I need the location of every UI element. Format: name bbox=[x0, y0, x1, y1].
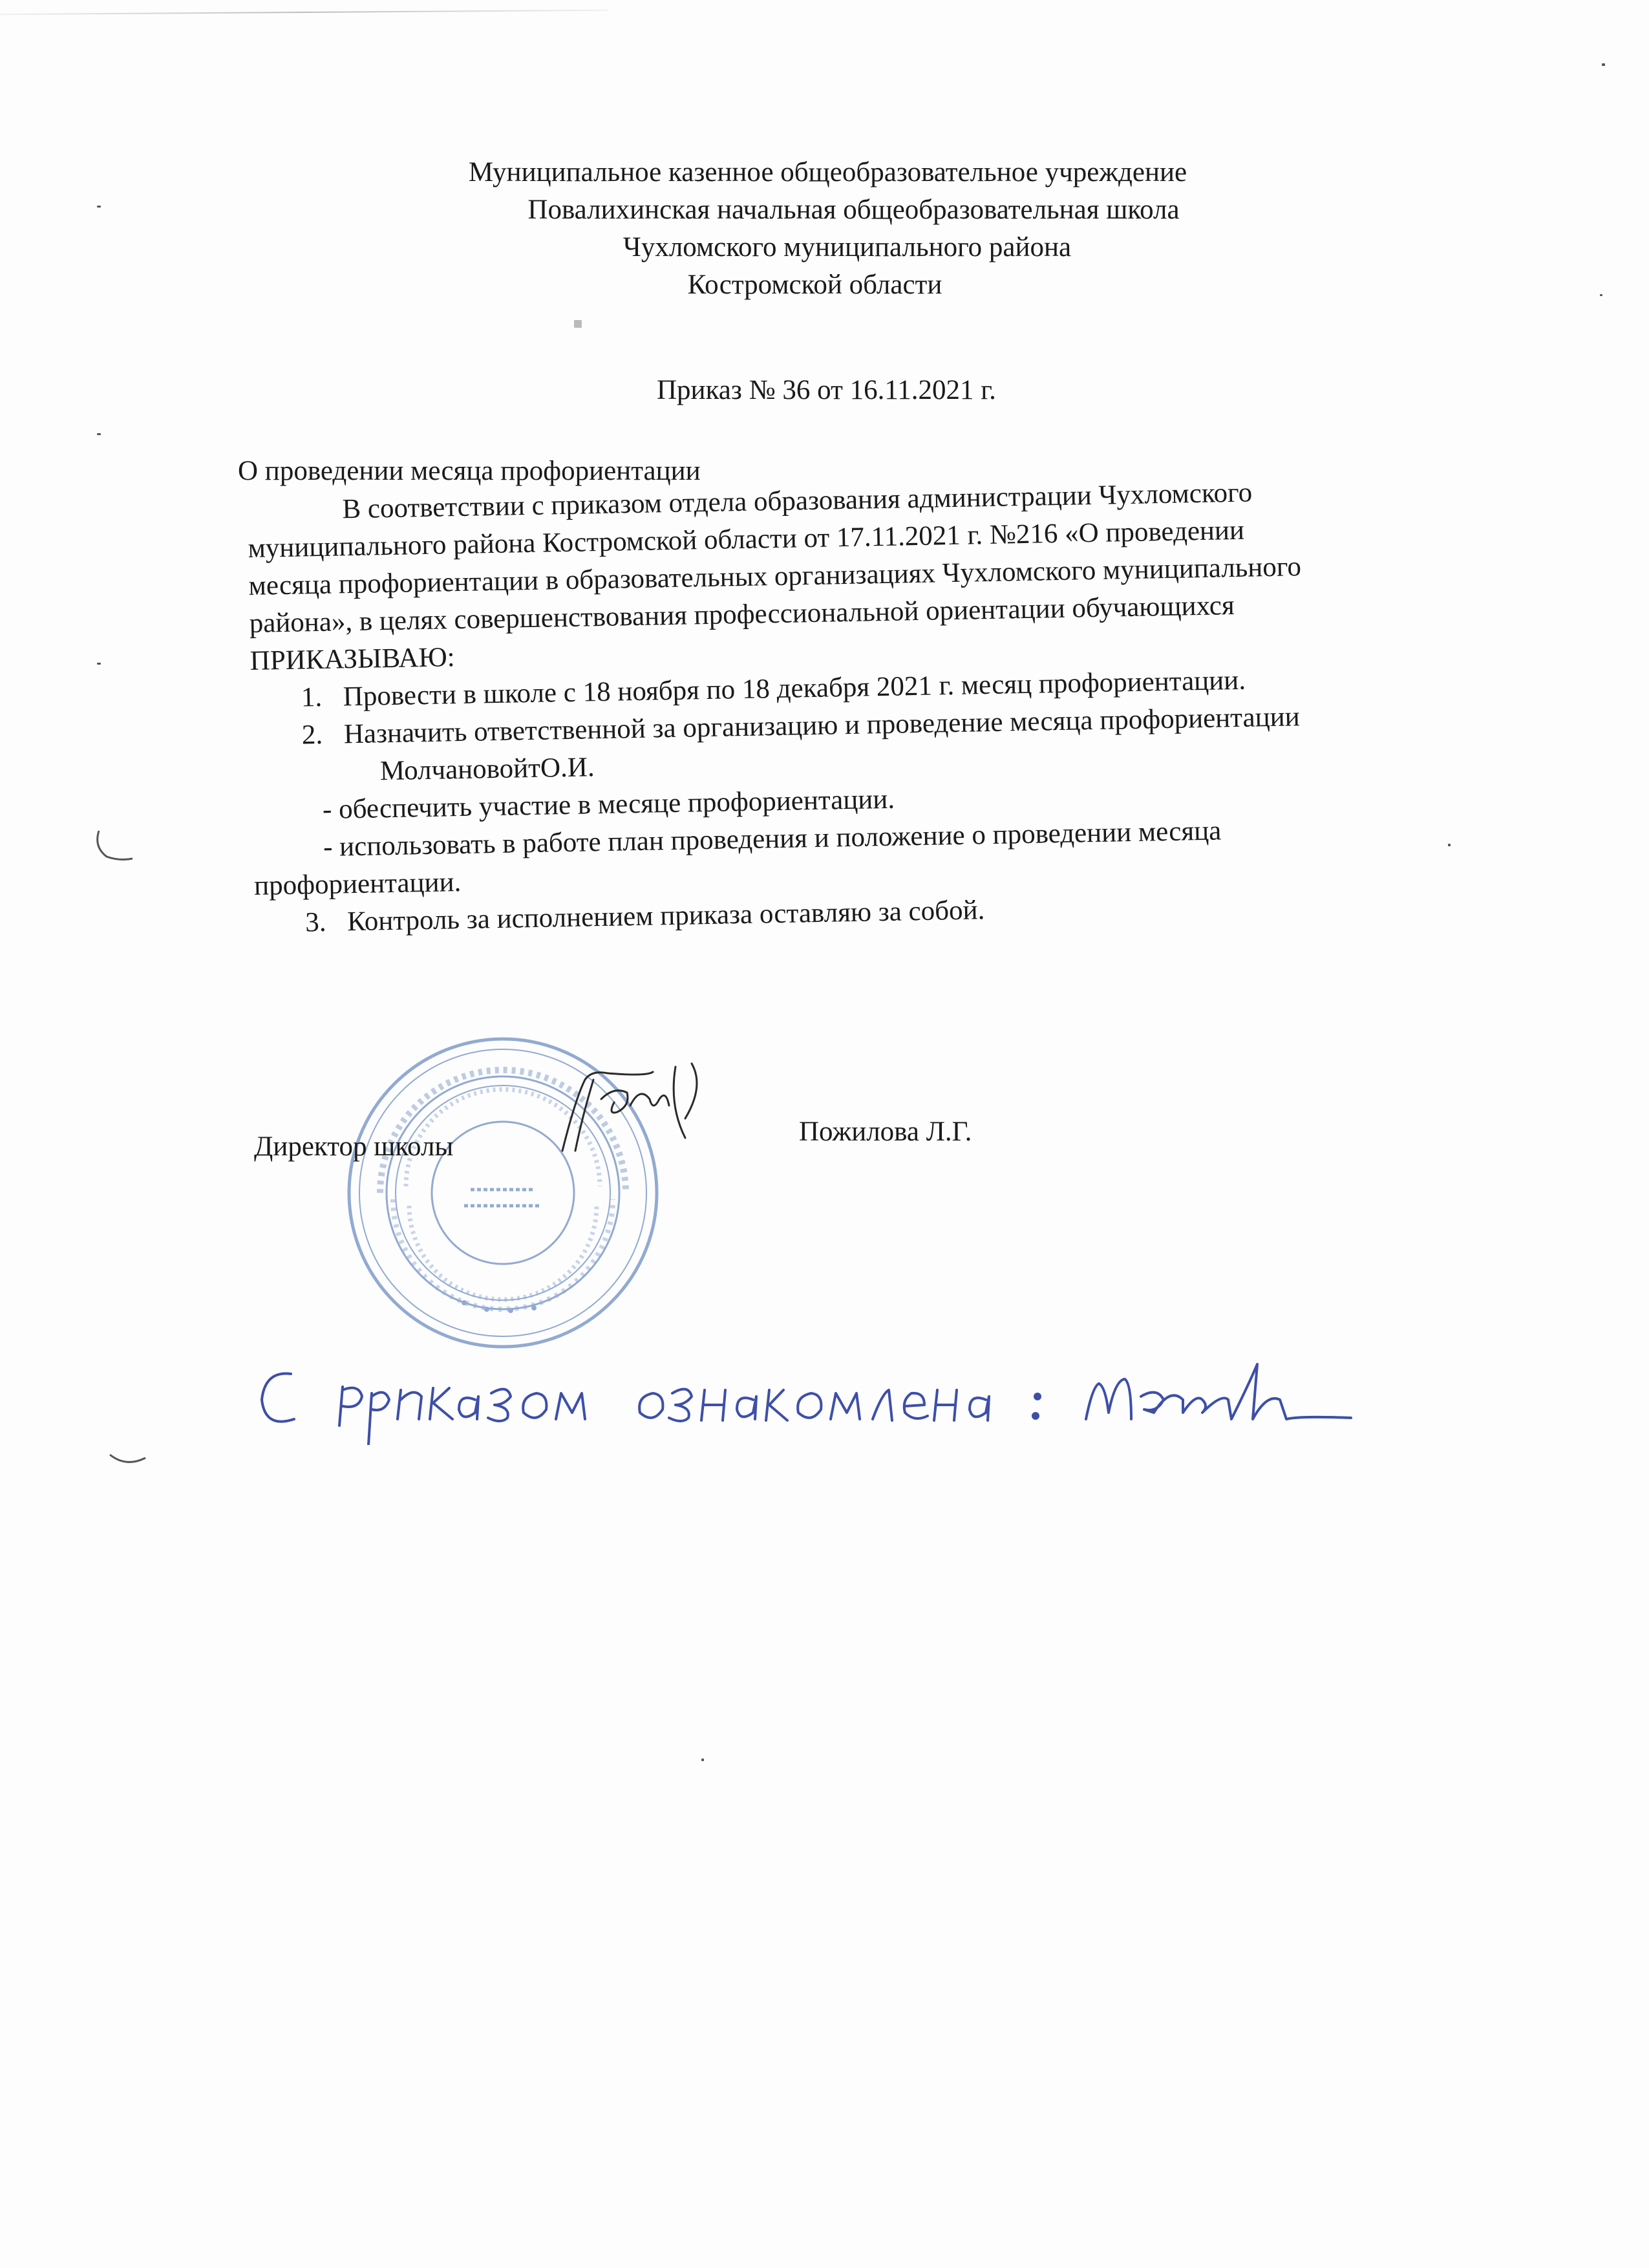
paragraph-line: В соответствии с приказом отдела образования администрации Чухломского bbox=[342, 477, 1253, 525]
scan-edge-line bbox=[0, 10, 608, 16]
handwritten-acknowledgement bbox=[252, 1348, 1364, 1445]
order-command: ПРИКАЗЫВАЮ: bbox=[250, 642, 456, 676]
item-text: Контроль за исполнением приказа оставляю за собой. bbox=[346, 895, 985, 937]
paragraph-line: муниципального района Костромской области от 17.11.2021 г. №216 «О проведении bbox=[248, 515, 1245, 564]
dash-continuation: профориентации. bbox=[253, 867, 462, 901]
item-number: 3. bbox=[304, 906, 326, 938]
director-label: Директор школы bbox=[254, 1131, 454, 1162]
margin-mark bbox=[94, 828, 139, 866]
header-line: Костромской области bbox=[687, 270, 942, 300]
order-subject: О проведении месяца профориентации bbox=[238, 456, 701, 486]
paragraph-line: месяца профориентации в образовательных организациях Чухломского муниципального bbox=[248, 551, 1302, 601]
scan-speck bbox=[701, 1759, 704, 1761]
item-number: 2. bbox=[301, 719, 323, 751]
scan-speck bbox=[97, 663, 101, 665]
scan-speck bbox=[1448, 844, 1451, 846]
item-continuation: МолчановойтО.И. bbox=[379, 752, 595, 787]
scan-speck bbox=[1602, 63, 1605, 66]
item-number: 1. bbox=[301, 681, 323, 713]
order-body bbox=[247, 473, 1308, 943]
item-text: Провести в школе с 18 ноября по 18 декабря 2021 г. месяц профориентации. bbox=[343, 665, 1246, 712]
organization-header bbox=[0, 154, 1649, 304]
dash-line: - обеспечить участие в месяце профориентации. bbox=[322, 784, 895, 825]
header-line: Повалихинская начальная общеобразовательная школа bbox=[527, 195, 1180, 225]
scan-speck bbox=[97, 433, 101, 435]
header-line: Чухломского муниципального района bbox=[622, 232, 1072, 262]
paragraph-line: района», в целях совершенствования профессиональной ориентации обучающихся bbox=[249, 590, 1235, 639]
order-title: Приказ № 36 от 16.11.2021 г. bbox=[657, 375, 996, 405]
director-signature bbox=[556, 1060, 743, 1157]
item-text: Назначить ответственной за организацию и проведение месяца профориентации bbox=[343, 701, 1301, 750]
header-line: Муниципальное казенное общеобразовательное учреждение bbox=[468, 157, 1187, 187]
scan-smudge bbox=[574, 320, 582, 328]
director-name: Пожилова Л.Г. bbox=[799, 1117, 972, 1147]
margin-mark bbox=[107, 1442, 152, 1468]
dash-line: - использовать в работе план проведения и положение о проведении месяца bbox=[323, 815, 1222, 862]
